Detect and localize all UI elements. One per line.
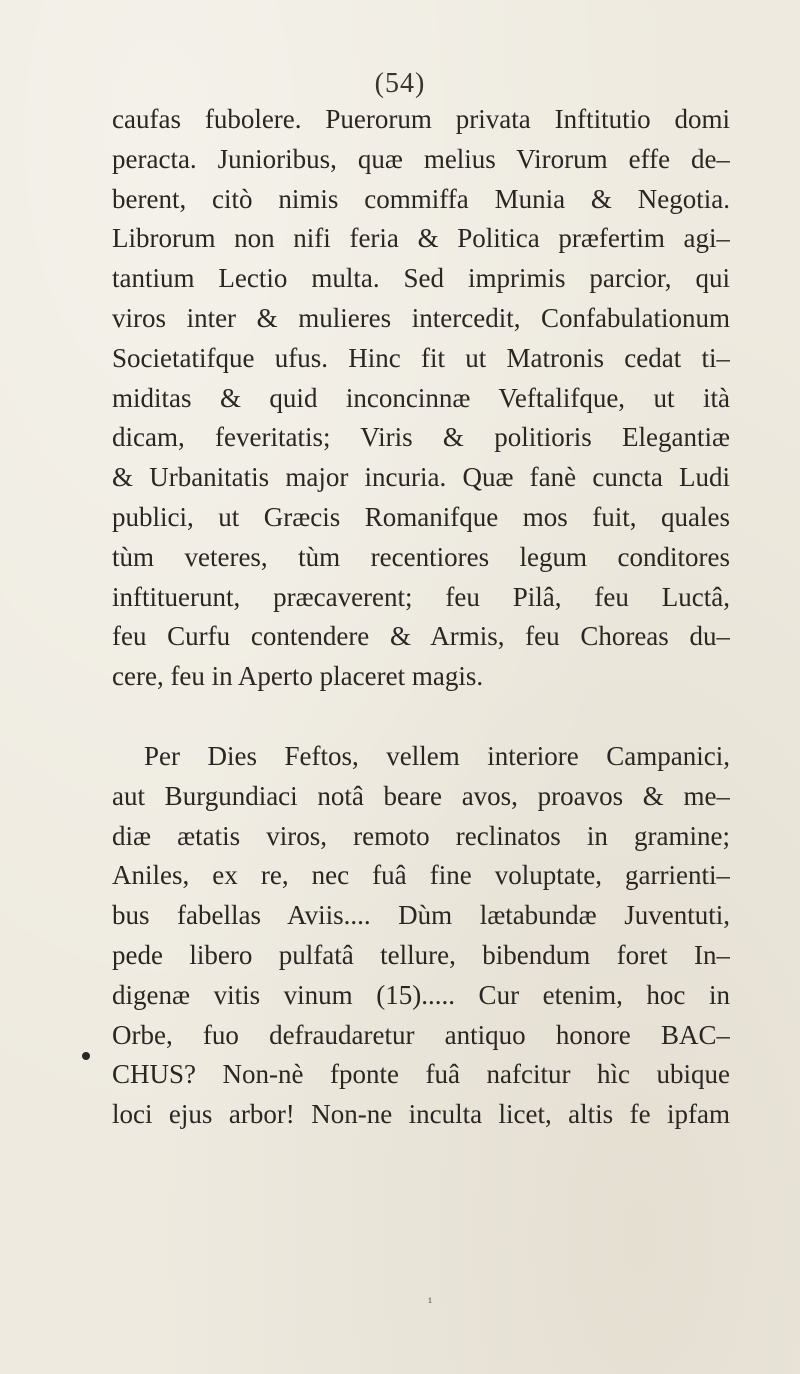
- text-line: digenæ vitis vinum (15)..... Cur etenim, hoc in: [112, 979, 730, 1010]
- text-line: Societatifque ufus. Hinc fit ut Matronis cedat ti–: [112, 342, 730, 373]
- text-line: berent, citò nimis commiffa Munia & Negotia.: [112, 183, 730, 214]
- text-line: tantium Lectio multa. Sed imprimis parcior, qui: [112, 263, 730, 294]
- text-line: cere, feu in Aperto placeret magis.: [112, 661, 484, 692]
- text-line: tùm veteres, tùm recentiores legum conditores: [112, 541, 730, 572]
- paragraph-gap: [112, 697, 730, 737]
- text-line: bus fabellas Aviis.... Dùm lætabundæ Juventuti,: [112, 900, 730, 931]
- text-line: diæ ætatis viros, remoto reclinatos in gramine;: [112, 820, 730, 851]
- text-block: [112, 100, 730, 1135]
- text-line: Orbe, fuo defraudaretur antiquo honore BAC–: [112, 1019, 730, 1050]
- text-line: dicam, feveritatis; Viris & politioris Elegantiæ: [112, 422, 730, 453]
- text-line: Per Dies Feftos, vellem interiore Campanici,: [144, 740, 730, 771]
- text-line: peracta. Junioribus, quæ melius Virorum effe de–: [112, 143, 730, 174]
- text-line: pede libero pulfatâ tellure, bibendum foret In–: [112, 939, 730, 970]
- text-line: Aniles, ex re, nec fuâ fine voluptate, garrienti–: [112, 860, 730, 891]
- text-line: publici, ut Græcis Romanifque mos fuit, quales: [112, 501, 730, 532]
- paragraph-2: [112, 737, 730, 1135]
- paragraph-1: [112, 100, 730, 697]
- text-line: loci ejus arbor! Non-ne inculta licet, altis fe ipfam: [112, 1099, 730, 1130]
- catchword-mark: ¹: [428, 1296, 433, 1311]
- text-line: & Urbanitatis major incuria. Quæ fanè cuncta Ludi: [112, 462, 730, 493]
- text-line: feu Curfu contendere & Armis, feu Choreas du–: [112, 621, 730, 652]
- text-line: viros inter & mulieres intercedit, Confabulationum: [112, 302, 730, 333]
- text-line: caufas fubolere. Puerorum privata Inftitutio domi: [112, 104, 730, 134]
- text-line: Librorum non nifi feria & Politica præfertim agi–: [112, 223, 730, 254]
- text-line: aut Burgundiaci notâ beare avos, proavos & me–: [112, 780, 730, 811]
- page-number: (54): [374, 68, 426, 99]
- ink-blot-mark: [82, 1052, 90, 1060]
- text-line: inftituerunt, præcaverent; feu Pilâ, feu Luctâ,: [112, 581, 730, 612]
- text-line: miditas & quid inconcinnæ Veftalifque, ut ità: [112, 382, 730, 413]
- text-line: CHUS? Non-nè fponte fuâ nafcitur hìc ubique: [112, 1059, 730, 1090]
